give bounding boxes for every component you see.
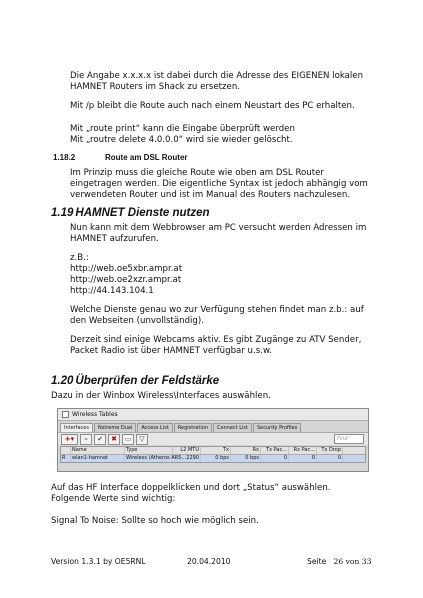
heading-number: 1.18.2: [53, 153, 76, 162]
column-header[interactable]: L2 MTU: [173, 447, 201, 454]
plus-icon[interactable]: +▾: [61, 434, 78, 445]
heading-title: Überprüfen der Feldstärke: [75, 375, 220, 387]
column-header[interactable]: Rx: [231, 447, 261, 454]
example-link[interactable]: http://web.oe5xbr.ampr.at: [70, 264, 183, 274]
paragraph-own-router: Die Angabe x.x.x.x ist dabei durch die Adresse des EIGENEN lokalen HAMNET Routers im Shack zu ersetzen.: [70, 71, 364, 92]
table-row[interactable]: R wlan1-hamnet Wireless (Atheros AR5... 2290 0 bps 0 bps 0 0 0: [61, 455, 365, 462]
paragraph-dienste-intro: Nun kann mit dem Webbrowser am PC versucht werden Adressen im HAMNET aufzurufen.: [70, 223, 367, 244]
tab-interfaces[interactable]: Interfaces: [60, 423, 93, 432]
check-icon[interactable]: ✔: [94, 434, 106, 445]
column-header[interactable]: Type: [125, 447, 173, 454]
footer-version: Version 1.3.1 by OE5RNL: [51, 557, 146, 566]
toolbar: [58, 432, 368, 445]
tab-security-profiles[interactable]: Security Profiles: [253, 423, 301, 432]
tab-access-list[interactable]: Access List: [137, 423, 172, 432]
minus-icon[interactable]: –: [80, 434, 92, 445]
filter-icon[interactable]: ▽: [136, 434, 148, 445]
paragraph-dsl-router: Im Prinzip muss die gleiche Route wie oben am DSL Router eingetragen werden. Die eigentliche Syntax ist jedoch abhängig vom verwendeten Router und ist im Manual des Routers nachzulesen.: [70, 168, 368, 200]
column-header[interactable]: Rx Pac...: [289, 447, 317, 454]
paragraph-winbox-intro: Dazu in der Winbox Wireless\Interfaces auswählen.: [51, 391, 271, 401]
heading-number: 1.19: [51, 207, 74, 219]
column-header[interactable]: Name: [71, 447, 125, 454]
heading-1-18-2: [53, 153, 188, 162]
column-header[interactable]: [61, 447, 71, 454]
heading-1-19: [51, 207, 210, 219]
footer-date: 20.04.2010: [187, 557, 231, 566]
paragraph-webcams: Derzeit sind einige Webcams aktiv. Es gibt Zugänge zu ATV Sender, Packet Radio ist über HAMNET verfügbar u.s.w.: [70, 335, 362, 356]
tab-registration[interactable]: Registration: [174, 423, 212, 432]
example-link[interactable]: http://web.oe2xzr.ampr.at: [70, 275, 182, 285]
tab-bar: [58, 423, 368, 432]
column-header[interactable]: Tx Drop: [317, 447, 343, 454]
interfaces-table: [60, 446, 366, 463]
heading-number: 1.20: [51, 375, 74, 387]
window-title: Wireless Tables: [72, 411, 118, 418]
cross-icon[interactable]: ✖: [108, 434, 120, 445]
example-link[interactable]: http://44.143.104.1: [70, 286, 154, 296]
heading-title: Route am DSL Router: [105, 153, 188, 162]
tab-nstreme-dual[interactable]: Nstreme Dual: [94, 423, 136, 432]
heading-1-20: [51, 375, 219, 387]
winbox-window: [57, 408, 369, 472]
heading-title: HAMNET Dienste nutzen: [75, 207, 210, 219]
window-icon: [62, 411, 69, 418]
column-header[interactable]: Tx Pac...: [261, 447, 289, 454]
window-titlebar: [58, 409, 368, 421]
paragraph-route-commands: Mit „route print“ kann die Eingabe überprüft werden Mit „routre delete 4.0.0.0“ wird sie wieder gelöscht.: [70, 124, 295, 145]
paragraph-dienste-where: Welche Dienste genau wo zur Verfügung stehen findet man z.b.: auf den Webseiten (unvollständig).: [70, 305, 364, 326]
table-header: [61, 447, 365, 455]
footer-page-number: Seite 26 von 33: [307, 557, 372, 566]
paragraph-hf-interface: Auf das HF Interface doppelklicken und dort „Status“ auswählen. Folgende Werte sind wichtig:: [51, 483, 331, 504]
find-input[interactable]: Find: [334, 434, 364, 444]
paragraph-signal-noise: Signal To Noise: Sollte so hoch wie möglich sein.: [51, 516, 259, 526]
tab-connect-list[interactable]: Connect List: [213, 423, 252, 432]
column-header[interactable]: Tx: [201, 447, 231, 454]
example-links: z.B.: http://web.oe5xbr.ampr.at http://web.oe2xzr.ampr.at http://44.143.104.1: [70, 253, 183, 296]
comment-icon[interactable]: ▭: [122, 434, 134, 445]
paragraph-persist: Mit /p bleibt die Route auch nach einem Neustart des PC erhalten.: [70, 101, 355, 111]
